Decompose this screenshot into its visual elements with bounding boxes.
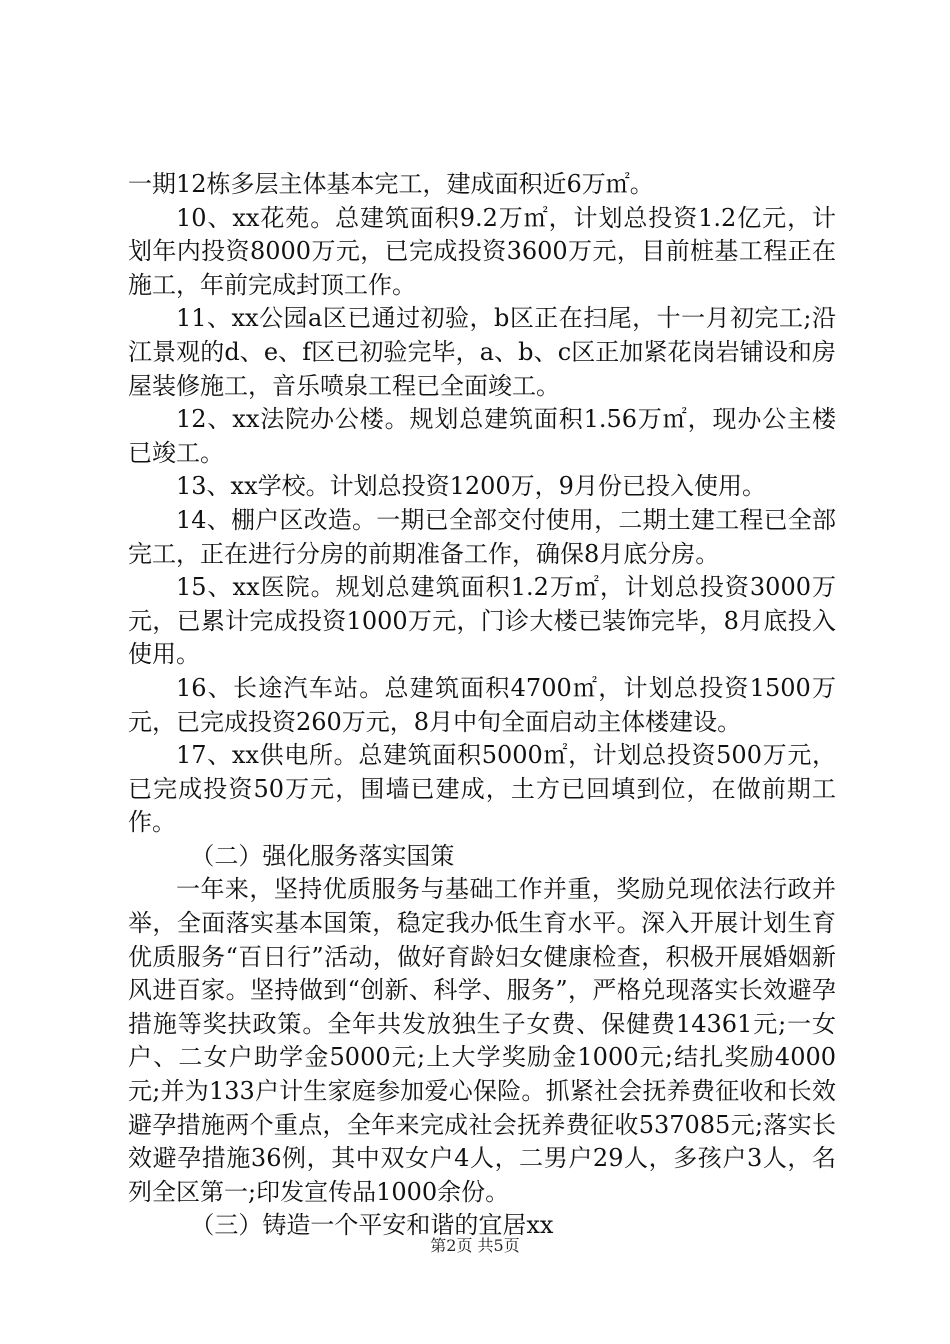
- section-heading-2: （二）强化服务落实国策: [190, 841, 455, 870]
- paragraph-section-2-body: 一年来，坚持优质服务与基础工作并重，奖励兑现依法行政并举，全面落实基本国策，稳定我办低生育水平。深入开展计划生育优质服务“百日行”活动，做好育龄妇女健康检查，积极开展婚姻新风进百家。坚持做到“创新、科学、服务”，严格兑现落实长效避孕措施等奖扶政策。全年共发放独生子女费、保健费14361元;一女户、二女户助学金5000元;上大学奖励金1000元;结扎奖励4000元;并为133户计生家庭参加爱心保险。抓紧社会抚养费征收和长效避孕措施两个重点，全年来完成社会抚养费征收537085元;落实长效避孕措施36例，其中双女户4人，二男户29人，多孩户3人，名列全区第一;印发宣传品1000余份。: [128, 875, 836, 1206]
- page-footer: 第2页 共5页: [430, 1236, 520, 1255]
- paragraph-item-11: 11、xx公园a区已通过初验，b区正在扫尾，十一月初完工;沿江景观的d、e、f区已初验完毕，a、b、c区正加紧花岗岩铺设和房屋装修施工，音乐喷泉工程已全面竣工。: [128, 304, 836, 400]
- paragraph-item-14: 14、棚户区改造。一期已全部交付使用，二期土建工程已全部完工，正在进行分房的前期准备工作，确保8月底分房。: [128, 505, 836, 568]
- paragraph-item-17: 17、xx供电所。总建筑面积5000㎡，计划总投资500万元，已完成投资50万元，围墙已建成，土方已回填到位，在做前期工作。: [128, 741, 836, 837]
- paragraph-item-12: 12、xx法院办公楼。规划总建筑面积1.56万㎡，现办公主楼已竣工。: [128, 405, 836, 467]
- section-heading-3: （三）铸造一个平安和谐的宜居xx: [190, 1211, 554, 1240]
- paragraph-item-16: 16、长途汽车站。总建筑面积4700㎡，计划总投资1500万元，已完成投资260万元，8月中旬全面启动主体楼建设。: [128, 673, 836, 736]
- paragraph-item-13: 13、xx学校。计划总投资1200万，9月份已投入使用。: [176, 472, 766, 501]
- paragraph-item-10: 10、xx花苑。总建筑面积9.2万㎡，计划总投资1.2亿元，计划年内投资8000万元，已完成投资3600万元，目前桩基工程正在施工，年前完成封顶工作。: [128, 203, 836, 299]
- paragraph-continuation: 一期12栋多层主体基本完工，建成面积近6万㎡。: [128, 170, 654, 198]
- document-body: [128, 168, 836, 1243]
- paragraph-item-15: 15、xx医院。规划总建筑面积1.2万㎡，计划总投资3000万元，已累计完成投资1000万元，门诊大楼已装饰完毕，8月底投入使用。: [128, 573, 836, 669]
